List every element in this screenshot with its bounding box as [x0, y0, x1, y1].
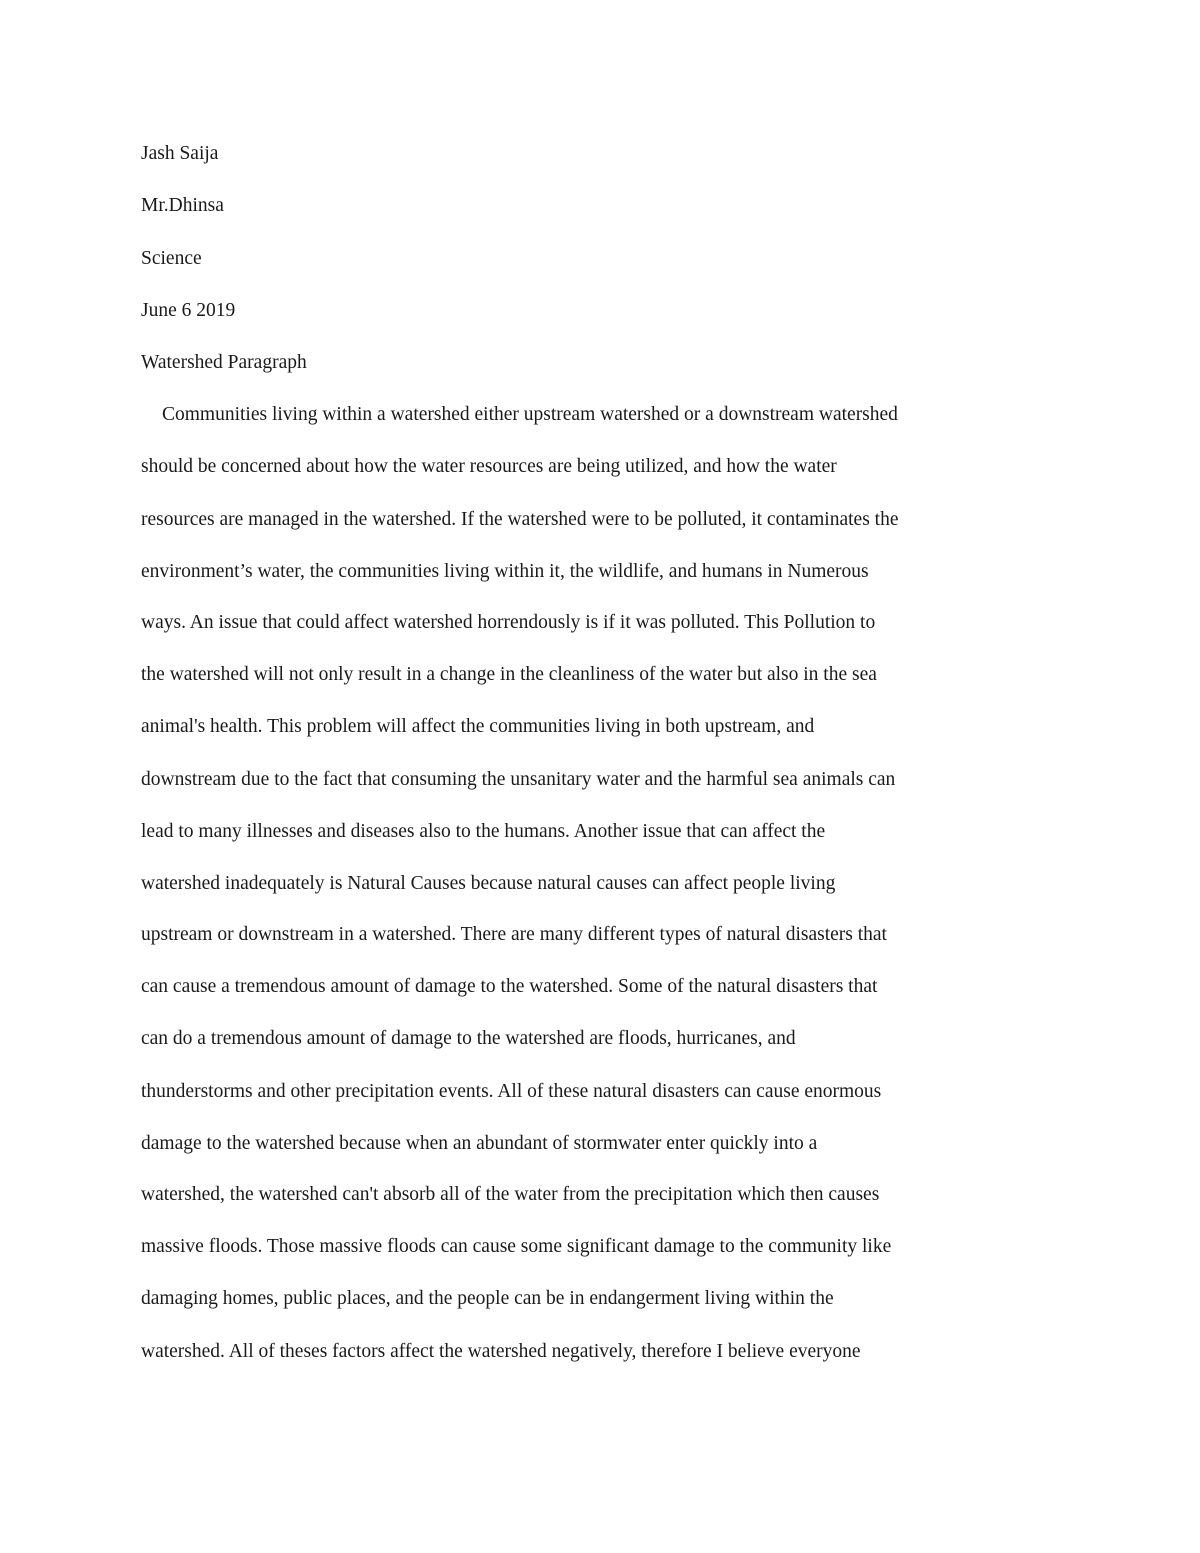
- paragraph-line: resources are managed in the watershed. If the watershed were to be polluted, it contaminates the: [141, 509, 899, 530]
- teacher-name: Mr.Dhinsa: [141, 195, 224, 216]
- paragraph-line: upstream or downstream in a watershed. There are many different types of natural disasters that: [141, 924, 887, 945]
- paragraph-line: damage to the watershed because when an abundant of stormwater enter quickly into a: [141, 1133, 818, 1154]
- document-title: Watershed Paragraph: [141, 352, 307, 373]
- paragraph-line: watershed. All of theses factors affect the watershed negatively, therefore I believe everyone: [141, 1341, 861, 1362]
- paragraph-line: the watershed will not only result in a change in the cleanliness of the water but also in the sea: [141, 664, 877, 685]
- document-date: June 6 2019: [141, 300, 236, 321]
- paragraph-line: Communities living within a watershed either upstream watershed or a downstream watershed: [162, 404, 898, 425]
- paragraph-line: watershed inadequately is Natural Causes because natural causes can affect people living: [141, 873, 836, 894]
- paragraph-line: downstream due to the fact that consuming the unsanitary water and the harmful sea animals can: [141, 769, 896, 790]
- paragraph-line: environment’s water, the communities living within it, the wildlife, and humans in Numerous: [141, 561, 869, 582]
- paragraph-line: thunderstorms and other precipitation events. All of these natural disasters can cause enormous: [141, 1081, 882, 1102]
- paragraph-line: watershed, the watershed can't absorb all of the water from the precipitation which then causes: [141, 1184, 880, 1205]
- paragraph-line: should be concerned about how the water resources are being utilized, and how the water: [141, 456, 837, 477]
- paragraph-line: can do a tremendous amount of damage to the watershed are floods, hurricanes, and: [141, 1028, 796, 1049]
- paragraph-line: ways. An issue that could affect watershed horrendously is if it was polluted. This Pollution to: [141, 612, 876, 633]
- paragraph-line: animal's health. This problem will affect the communities living in both upstream, and: [141, 716, 815, 737]
- subject-name: Science: [141, 248, 202, 269]
- paragraph-line: can cause a tremendous amount of damage to the watershed. Some of the natural disasters that: [141, 976, 878, 997]
- paragraph-line: massive floods. Those massive floods can cause some significant damage to the community like: [141, 1236, 892, 1257]
- paragraph-line: damaging homes, public places, and the people can be in endangerment living within the: [141, 1288, 834, 1309]
- author-name: Jash Saija: [141, 143, 219, 164]
- paragraph-line: lead to many illnesses and diseases also to the humans. Another issue that can affect the: [141, 821, 826, 842]
